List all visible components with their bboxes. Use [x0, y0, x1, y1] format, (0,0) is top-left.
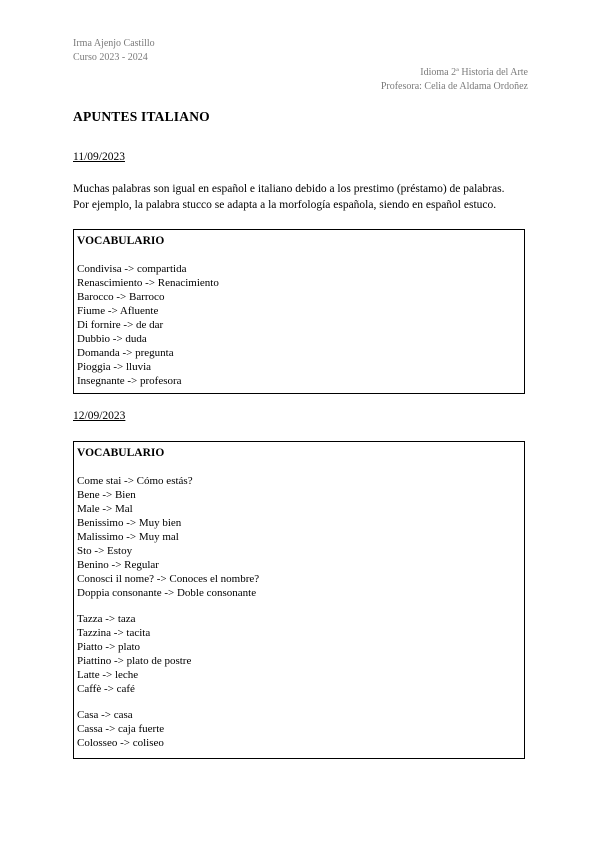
vocab-entry: Dubbio -> duda — [77, 333, 147, 345]
teacher-name: Profesora: Celia de Aldama Ordoñez — [380, 81, 528, 92]
header-right — [381, 66, 528, 94]
vocab-entry: Cassa -> caja fuerte — [77, 723, 165, 735]
vocab-entry: Caffè -> café — [77, 683, 135, 695]
vocab-entry: Condivisa -> compartida — [77, 263, 187, 275]
group-spacer — [77, 600, 520, 612]
group-spacer — [77, 696, 520, 708]
vocab-entry: Barocco -> Barroco — [77, 291, 165, 303]
header-left — [73, 37, 155, 65]
vocabulary-heading: VOCABULARIO — [77, 447, 165, 459]
vocab-entry: Piattino -> plato de postre — [77, 655, 192, 667]
vocab-entry: Doppia consonante -> Doble consonante — [77, 587, 257, 599]
course-year: Curso 2023 - 2024 — [73, 52, 148, 63]
paragraph-line: Muchas palabras son igual en español e italiano debido a los prestimo (préstamo) de palabras. — [73, 183, 505, 195]
vocab-entry: Casa -> casa — [77, 709, 133, 721]
vocab-entry: Come stai -> Cómo estás? — [77, 475, 193, 487]
vocab-entry: Bene -> Bien — [77, 489, 136, 501]
vocab-entry: Di fornire -> de dar — [77, 319, 164, 331]
author-name: Irma Ajenjo Castillo — [73, 38, 155, 49]
vocab-entry: Colosseo -> coliseo — [77, 737, 164, 749]
vocab-entry: Fiume -> Afluente — [77, 305, 159, 317]
vocab-entry: Benissimo -> Muy bien — [77, 517, 182, 529]
vocab-entry: Latte -> leche — [77, 669, 139, 681]
vocab-entry: Tazzina -> tacita — [77, 627, 151, 639]
vocab-entry: Male -> Mal — [77, 503, 133, 515]
vocabulary-list — [77, 262, 520, 388]
vocab-entry: Benino -> Regular — [77, 559, 159, 571]
vocab-entry: Piatto -> plato — [77, 641, 141, 653]
vocab-entry: Tazza -> taza — [77, 613, 136, 625]
section-date: 11/09/2023 — [73, 151, 125, 163]
vocab-entry: Conosci il nome? -> Conoces el nombre? — [77, 573, 260, 585]
section-date: 12/09/2023 — [73, 410, 126, 422]
vocabulary-list — [77, 474, 520, 750]
vocabulary-box — [73, 441, 525, 759]
page-title: APUNTES ITALIANO — [73, 109, 210, 124]
paragraph-line: Por ejemplo, la palabra stucco se adapta a la morfología española, siendo en español estuco. — [73, 199, 497, 211]
vocab-entry: Sto -> Estoy — [77, 545, 133, 557]
intro-paragraph — [73, 181, 533, 213]
vocab-entry: Insegnante -> profesora — [77, 375, 182, 387]
vocabulary-box — [73, 229, 525, 394]
vocab-entry: Domanda -> pregunta — [77, 347, 174, 359]
vocab-entry: Malissimo -> Muy mal — [77, 531, 179, 543]
vocab-entry: Pioggia -> lluvia — [77, 361, 152, 373]
vocab-entry: Renascimiento -> Renacimiento — [77, 277, 219, 289]
vocabulary-heading: VOCABULARIO — [77, 235, 165, 247]
subject-name: Idioma 2ª Historia del Arte — [420, 67, 528, 78]
